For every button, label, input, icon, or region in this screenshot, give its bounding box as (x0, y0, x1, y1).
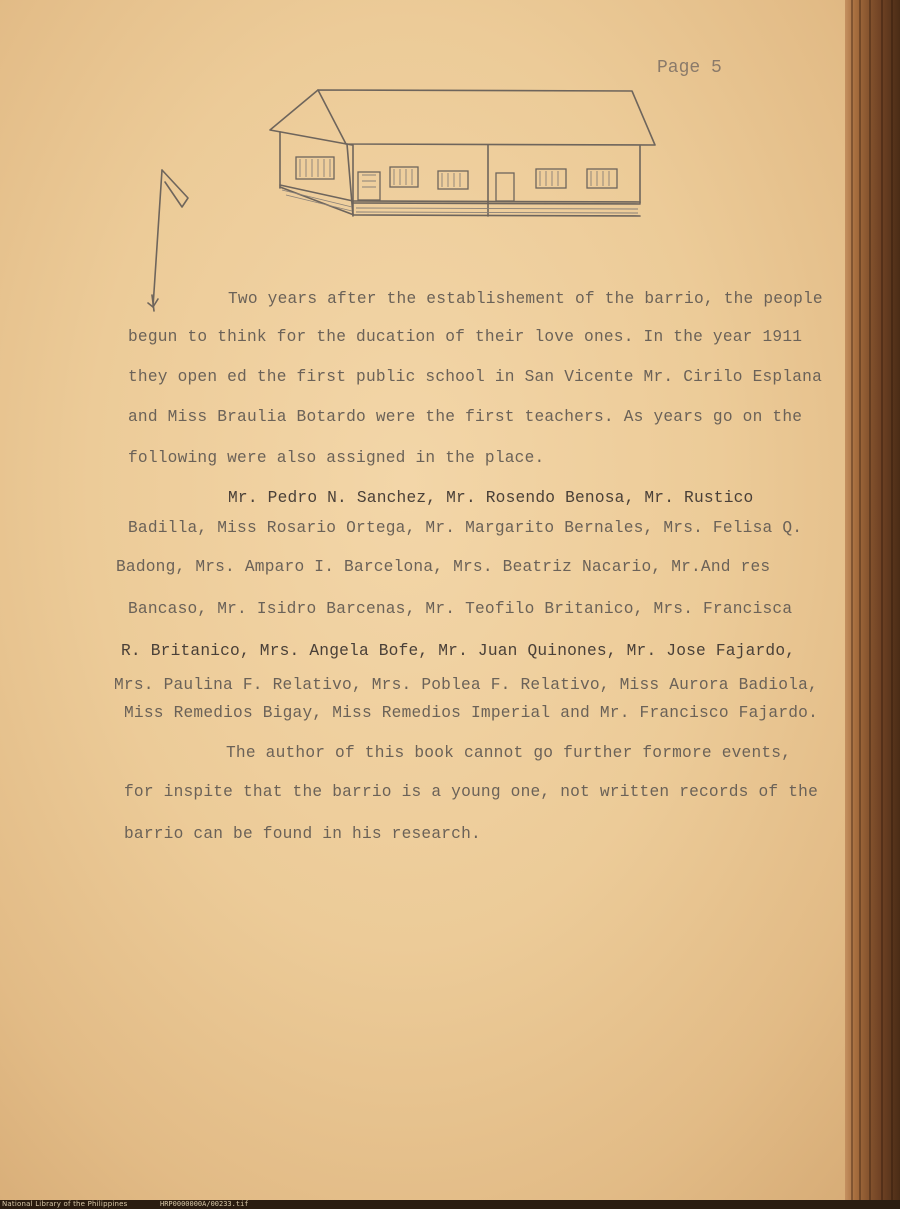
text-line: R. Britanico, Mrs. Angela Bofe, Mr. Juan Quinones, Mr. Jose Fajardo, (121, 642, 796, 660)
text-line: they open ed the first public school in San Vicente Mr. Cirilo Esplana (128, 368, 822, 386)
scan-footer-band (0, 1200, 900, 1209)
footer-filename: HRP0000000A/00233.tif (160, 1200, 249, 1208)
text-line: Mr. Pedro N. Sanchez, Mr. Rosendo Benosa, Mr. Rustico (228, 489, 754, 507)
text-line: Badilla, Miss Rosario Ortega, Mr. Margarito Bernales, Mrs. Felisa Q. (128, 519, 803, 537)
text-line: Badong, Mrs. Amparo I. Barcelona, Mrs. Beatriz Nacario, Mr.And res (116, 558, 771, 576)
text-line: The author of this book cannot go further formore events, (226, 744, 792, 762)
text-line: barrio can be found in his research. (124, 825, 481, 843)
book-spine (845, 0, 900, 1209)
footer-caption: National Library of the Philippines (2, 1200, 128, 1208)
text-line: Miss Remedios Bigay, Miss Remedios Imperial and Mr. Francisco Fajardo. (124, 704, 818, 722)
text-line: following were also assigned in the place. (128, 449, 545, 467)
text-line: and Miss Braulia Botardo were the first teachers. As years go on the (128, 408, 803, 426)
text-line: begun to think for the ducation of their love ones. In the year 1911 (128, 328, 803, 346)
page-number: Page 5 (657, 58, 722, 78)
schoolhouse-sketch (140, 75, 670, 315)
text-line: Bancaso, Mr. Isidro Barcenas, Mr. Teofilo Britanico, Mrs. Francisca (128, 600, 793, 618)
text-line: Mrs. Paulina F. Relativo, Mrs. Poblea F. Relativo, Miss Aurora Badiola, (114, 676, 818, 694)
text-line: Two years after the establishement of the barrio, the people (228, 290, 823, 308)
text-line: for inspite that the barrio is a young one, not written records of the (124, 783, 818, 801)
